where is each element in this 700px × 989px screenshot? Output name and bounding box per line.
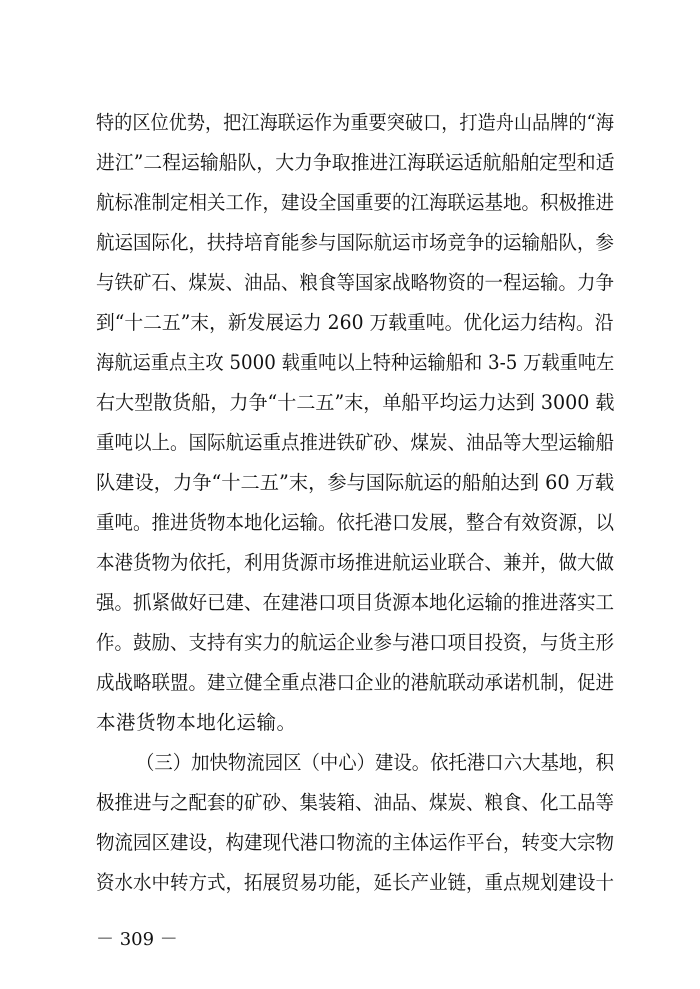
section-heading-line: （三）加快物流园区（中心）建设。依托港口六大基地，积 [136, 751, 615, 774]
text-line: 到“十二五”末，新发展运力 260 万载重吨。优化运力结构。沿 [96, 311, 614, 334]
text-line: 本港货物为依托，利用货源市场推进航运业联合、兼并，做大做 [96, 551, 615, 574]
text-line: 作。鼓励、支持有实力的航运企业参与港口项目投资，与货主形 [96, 631, 615, 654]
page-number: － 309 － [96, 929, 178, 950]
text-line: 海航运重点主攻 5000 载重吨以上特种运输船和 3-5 万载重吨左 [96, 351, 615, 374]
text-line: 航标准制定相关工作，建设全国重要的江海联运基地。积极推进 [96, 191, 615, 214]
text-line: 本港货物本地化运输。 [96, 711, 297, 734]
text-line: 物流园区建设，构建现代港口物流的主体运作平台，转变大宗物 [96, 831, 615, 854]
text-line: 重吨以上。国际航运重点推进铁矿砂、煤炭、油品等大型运输船 [96, 431, 615, 454]
text-line: 队建设，力争“十二五”末，参与国际航运的船舶达到 60 万载 [96, 471, 615, 494]
text-line: 特的区位优势，把江海联运作为重要突破口，打造舟山品牌的“海 [96, 111, 615, 134]
text-line: 极推进与之配套的矿砂、集装箱、油品、煤炭、粮食、化工品等 [96, 791, 615, 814]
text-line: 航运国际化，扶持培育能参与国际航运市场竞争的运输船队，参 [96, 231, 615, 254]
text-line: 重吨。推进货物本地化运输。依托港口发展，整合有效资源，以 [96, 511, 615, 534]
text-line: 进江”二程运输船队，大力争取推进江海联运适航船舶定型和适 [96, 151, 615, 174]
text-line: 右大型散货船，力争“十二五”末，单船平均运力达到 3000 载 [96, 391, 615, 414]
text-line: 与铁矿石、煤炭、油品、粮食等国家战略物资的一程运输。力争 [96, 271, 615, 294]
text-line: 资水水中转方式，拓展贸易功能，延长产业链，重点规划建设十 [96, 871, 615, 894]
text-line: 成战略联盟。建立健全重点港口企业的港航联动承诺机制，促进 [96, 671, 615, 694]
text-line: 强。抓紧做好已建、在建港口项目货源本地化运输的推进落实工 [96, 591, 615, 614]
